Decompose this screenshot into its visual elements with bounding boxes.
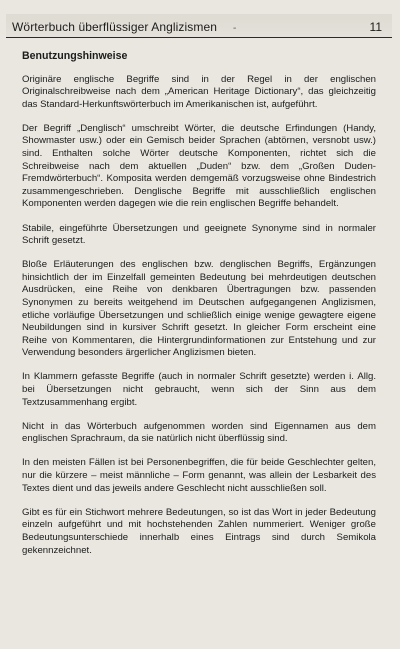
paragraph: Stabile, eingeführte Übersetzungen und geeignete Synonyme sind in normaler Schrift gesetzt. [22, 222, 376, 247]
paragraph: Originäre englische Begriffe sind in der Regel in der englischen Originalschreibweise nach dem „American Heritage Dictionary“, das gleichzeitig das Standard-Herkunftswörterbuch im Amerikanischen ist, aufgeführt. [22, 73, 376, 110]
running-title: Wörterbuch überflüssiger Anglizismen [12, 20, 218, 34]
paragraph: Nicht in das Wörterbuch aufgenommen worden sind Eigennamen aus dem englischen Sprachraum, da sie natürlich nicht überflüssig sind. [22, 420, 376, 445]
paragraph: In Klammern gefasste Begriffe (auch in normaler Schrift gesetzte) werden i. Allg. bei Übersetzungen nicht gebraucht, wenn sich der Sinn aus dem Textzusammenhang ergibt. [22, 371, 376, 408]
paragraph: Gibt es für ein Stichwort mehrere Bedeutungen, so ist das Wort in jeder Bedeutung einzeln aufgeführt und mit hochstehenden Zahlen nummeriert. Weniger große Bedeutungsunterschiede innerhalb eines Eintrags sind durch Semikola gekennzeichnet. [22, 506, 376, 556]
page-content [22, 50, 376, 569]
paragraph: In den meisten Fällen ist bei Personenbegriffen, die für beide Geschlechter gelten, nur die kürzere – meist männliche – Form genannt, was allein der Lesbarkeit des Textes dient und das jeweils andere Geschlecht nicht ausschließen soll. [22, 457, 376, 494]
header-dash: - [233, 23, 237, 34]
page-number: 11 [369, 20, 382, 34]
paragraph: Der Begriff „Denglisch“ umschreibt Wörter, die deutsche Erfindungen (Handy, Showmaster usw.) oder ein Gemisch beider Sprachen (abtörnen, versnobt usw.) sind. Enthalten solche Wörter deutsche Komponenten, richtet sich die Schreibweise nach dem aktuellen „Duden“ bzw. dem „Großen Duden-Fremdwörterbuch“. Komposita werden demgemäß vorzugsweise ohne Bindestrich zusammengeschrieben. Denglische Begriffe mit ausschließlich englischen Komponenten werden dagegen wie die rein englischen Begriffe behandelt. [22, 122, 376, 210]
paragraph: Bloße Erläuterungen des englischen bzw. denglischen Begriffs, Ergänzungen hinsichtlich der im Einzelfall gemeinten Bedeutung bei mehrdeutigen deutschen Ausdrücken, eine Reihe von denkbaren Übertragungen bzw. passenden Synonymen zu bereits weitgehend im Deutschen aufgegangenen Anglizismen, etliche vorläufige Übersetzungen und schließlich einige wenige gewagtere eigene Neubildungen sind in kursiver Schrift gesetzt. In gleicher Form erscheint eine Reihe von Kommentaren, die Hintergrundinformationen zur Entstehung und zur Verwendung besonders ärgerlicher Anglizismen bieten. [22, 259, 376, 359]
section-heading: Benutzungshinweise [22, 50, 128, 62]
running-header [6, 14, 392, 38]
